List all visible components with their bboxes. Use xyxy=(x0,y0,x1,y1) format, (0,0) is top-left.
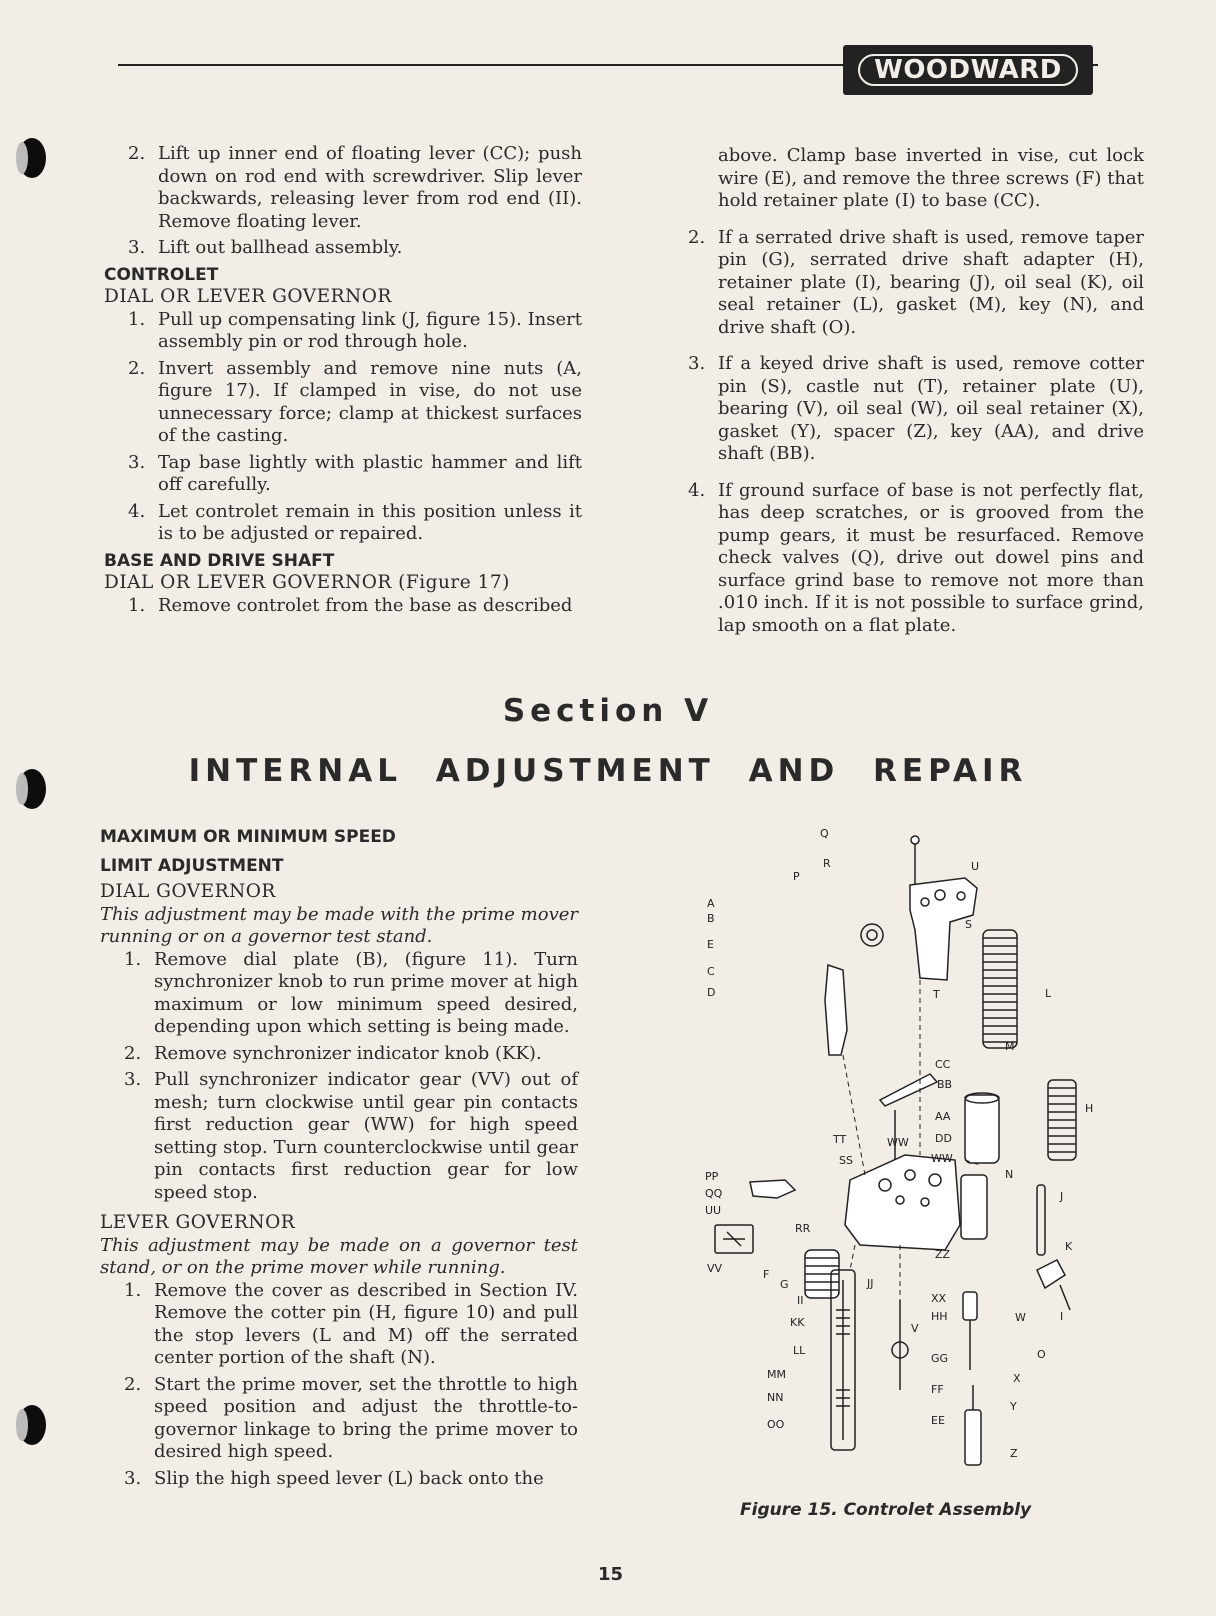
item-number: 3. xyxy=(688,353,706,374)
list-item: 1. Remove the cover as described in Section IV. Remove the cotter pin (H, figure 10) and pull the stop levers (L and M) off the serrated center portion of the shaft (N). xyxy=(124,1279,578,1368)
item-number: 2. xyxy=(688,226,706,248)
fig-label: LL xyxy=(793,1344,806,1357)
page-number: 15 xyxy=(598,1564,624,1585)
base-drive-heading: BASE AND DRIVE SHAFT xyxy=(104,550,335,571)
fig-label: T xyxy=(933,988,940,1001)
fig-label: VV xyxy=(707,1262,723,1275)
figure-caption: Figure 15. Controlet Assembly xyxy=(740,1500,1032,1520)
fig-label: BB xyxy=(937,1078,953,1091)
fig-label: H xyxy=(1085,1102,1094,1115)
item-number: 2. xyxy=(124,1042,142,1064)
fig-label: Z xyxy=(1010,1447,1018,1460)
item-number: 2. xyxy=(128,143,146,164)
item-number: 3. xyxy=(124,1069,142,1090)
continued-paragraph: above. Clamp base inverted in vise, cut lock wire (E), and remove the three screws (F) that hold retainer plate (I) to base (CC). xyxy=(718,145,1144,211)
fig-label: F xyxy=(763,1268,770,1281)
item-number: 1. xyxy=(128,594,146,616)
fig-label: GG xyxy=(931,1352,949,1365)
woodward-logo xyxy=(843,45,1093,95)
fig-label: PP xyxy=(705,1170,719,1183)
left-bottom-column xyxy=(100,826,578,1494)
fig-label: X xyxy=(1013,1372,1021,1385)
fig-label: HH xyxy=(931,1310,948,1323)
fig-label: N xyxy=(1005,1168,1014,1181)
fig-label: XX xyxy=(931,1292,947,1305)
fig-label: J xyxy=(1060,1190,1064,1203)
limit-adjustment-heading: LIMIT ADJUSTMENT xyxy=(100,855,284,876)
fig-label: I xyxy=(1060,1310,1064,1323)
fig-label: L xyxy=(1045,987,1052,1000)
fig-label: AA xyxy=(935,1110,951,1123)
binder-hole-icon xyxy=(14,135,46,181)
lever-note: This adjustment may be made on a governor test stand, or on the prime mover while running. xyxy=(100,1234,578,1278)
fig-label: TT xyxy=(833,1133,847,1146)
fig-label: A xyxy=(707,897,715,910)
right-top-column xyxy=(688,145,1144,641)
fig-label: E xyxy=(707,938,714,951)
item-number: 1. xyxy=(128,308,146,330)
fig-label: O xyxy=(1037,1348,1046,1361)
item-number: 1. xyxy=(124,948,142,970)
fig-label: Y xyxy=(1010,1400,1017,1413)
fig-label: WW xyxy=(931,1152,953,1165)
fig-label: JJ xyxy=(867,1277,874,1290)
controlet-assembly-figure xyxy=(705,827,1115,1490)
list-item: 4. Let controlet remain in this position unless it is to be adjusted or repaired. xyxy=(128,500,582,544)
max-min-heading: MAXIMUM OR MINIMUM SPEED xyxy=(100,827,396,847)
fig-label: DD xyxy=(935,1132,952,1145)
fig-label: UU xyxy=(705,1204,722,1217)
item-number: 3. xyxy=(128,237,146,258)
fig-label: K xyxy=(1065,1240,1073,1253)
list-item: 2. Lift up inner end of floating lever (CC); push down on rod end with screwdriver. Slip lever backwards, releasing lever from rod end (II). Remove floating lever. xyxy=(128,143,582,232)
list-item: 3. Slip the high speed lever (L) back onto the xyxy=(124,1467,544,1489)
list-item: 1. Pull up compensating link (J, figure 15). Insert assembly pin or rod through hole. xyxy=(128,308,582,352)
list-item: 2. Start the prime mover, set the throttle to high speed position and adjust the throttle-to-governor linkage to bring the prime mover to desired high speed. xyxy=(124,1373,578,1462)
item-number: 1. xyxy=(124,1279,142,1301)
controlet-heading: CONTROLET xyxy=(104,264,219,285)
list-item: 3. Lift out ballhead assembly. xyxy=(128,237,403,258)
fig-label: OO xyxy=(767,1418,785,1431)
fig-label: G xyxy=(780,1278,789,1291)
section-title: INTERNAL ADJUSTMENT AND REPAIR xyxy=(188,753,1028,789)
fig-label: V xyxy=(911,1322,919,1335)
fig-label: ZZ xyxy=(935,1248,951,1261)
fig-label: RR xyxy=(795,1222,811,1235)
item-number: 4. xyxy=(688,479,706,501)
list-item: 2. Invert assembly and remove nine nuts (A, figure 17). If clamped in vise, do not use unnecessary force; clamp at thickest surfaces of the casting. xyxy=(128,357,582,446)
dial-note: This adjustment may be made with the prime mover running or on a governor test stand. xyxy=(100,903,578,947)
list-item: 3. If a keyed drive shaft is used, remove cotter pin (S), castle nut (T), retainer plate (U), bearing (V), oil seal (W), oil seal retainer (X), gasket (Y), spacer (Z), key (AA), and drive shaft (BB). xyxy=(688,353,1144,464)
fig-label: Q xyxy=(820,827,829,840)
fig-label: MM xyxy=(767,1368,786,1381)
list-item: 4. If ground surface of base is not perfectly flat, has deep scratches, or is grooved from the pump gears, it must be resurfaced. Remove check valves (Q), drive out dowel pins and surface grind base to remove not more than .010 inch. If it is not possible to surface grind, lap smooth on a flat plate. xyxy=(688,479,1144,636)
list-item: 2. Remove synchronizer indicator knob (KK). xyxy=(124,1042,542,1064)
fig-label: QQ xyxy=(705,1187,723,1200)
fig-label: FF xyxy=(931,1383,944,1396)
fig-label: KK xyxy=(790,1316,805,1329)
item-number: 2. xyxy=(124,1373,142,1395)
fig-label: U xyxy=(971,860,980,873)
dial-lever-figure-heading: DIAL OR LEVER GOVERNOR (Figure 17) xyxy=(104,572,510,593)
fig-label: WW xyxy=(887,1136,909,1149)
list-item: 2. If a serrated drive shaft is used, remove taper pin (G), serrated drive shaft adapter (H), retainer plate (I), bearing (J), oil seal (K), oil seal retainer (L), gasket (M), key (N), and drive shaft (O). xyxy=(688,226,1144,338)
fig-label: CC xyxy=(935,1058,951,1071)
fig-label: S xyxy=(965,918,972,931)
fig-label: W xyxy=(1015,1311,1026,1324)
item-number: 4. xyxy=(128,500,146,522)
list-item: 3. Pull synchronizer indicator gear (VV) out of mesh; turn clockwise until gear pin contacts first reduction gear (WW) for high speed setting stop. Turn counterclockwise until gear pin contacts first reduction gear for low speed stop. xyxy=(124,1069,578,1203)
section-number: Section V xyxy=(502,693,714,729)
fig-label: D xyxy=(707,986,716,999)
binder-hole-icon xyxy=(14,1402,46,1448)
item-number: 2. xyxy=(128,357,146,379)
list-item: 3. Tap base lightly with plastic hammer and lift off carefully. xyxy=(128,451,582,495)
left-top-column xyxy=(104,143,582,621)
fig-label: P xyxy=(793,870,800,883)
fig-label: NN xyxy=(767,1391,784,1404)
fig-label: R xyxy=(823,857,831,870)
dial-governor-heading: DIAL GOVERNOR xyxy=(100,881,276,902)
fig-label: C xyxy=(707,965,715,978)
lever-governor-heading: LEVER GOVERNOR xyxy=(100,1212,296,1233)
fig-label: M xyxy=(1005,1040,1015,1053)
dial-lever-heading: DIAL OR LEVER GOVERNOR xyxy=(104,286,392,307)
fig-label: II xyxy=(797,1294,804,1307)
list-item: 1. Remove dial plate (B), (figure 11). Turn synchronizer knob to run prime mover at high maximum or low minimum speed desired, depending upon which setting is being made. xyxy=(124,948,578,1037)
fig-label: EE xyxy=(931,1414,945,1427)
logo-text: WOODWARD xyxy=(858,54,1078,86)
list-item: 1. Remove controlet from the base as described xyxy=(128,594,573,616)
item-number: 3. xyxy=(128,451,146,473)
fig-label: B xyxy=(707,912,715,925)
fig-label: SS xyxy=(839,1154,853,1167)
item-number: 3. xyxy=(124,1467,142,1489)
